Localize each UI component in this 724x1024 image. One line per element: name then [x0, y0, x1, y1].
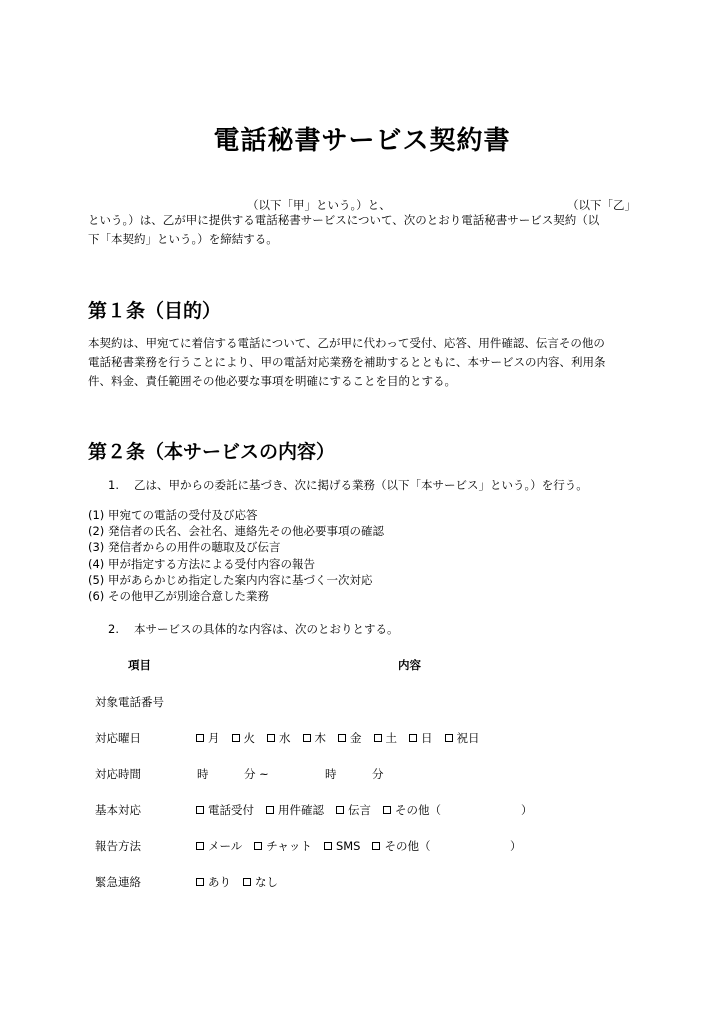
list-item: (2) 発信者の氏名、会社名、連絡先その他必要事項の確認 [88, 524, 384, 539]
checkbox-option[interactable] [338, 730, 362, 746]
article-1-line: 本契約は、甲宛てに着信する電話について、乙が甲に代わって受付、応答、用件確認、伝言その他の [88, 336, 605, 350]
item-number: 1. [108, 478, 119, 492]
row-label-report: 報告方法 [95, 839, 141, 853]
checkbox-option[interactable] [267, 730, 291, 746]
checkbox-box[interactable] [254, 842, 262, 850]
row-label-basic: 基本対応 [95, 803, 141, 817]
checkbox-label: なし [255, 875, 278, 889]
checkbox-label: チャット [266, 839, 312, 853]
item-text: 本サービスの具体的な内容は、次のとおりとする。 [134, 622, 399, 636]
checkbox-label: 電話受付 [208, 803, 254, 817]
item-text: 乙は、甲からの委託に基づき、次に掲げる業務（以下「本サービス」という。）を行う。 [134, 478, 588, 492]
checkbox-option[interactable] [196, 874, 231, 890]
hours-start-minute: 分 ~ [244, 767, 269, 781]
document-title: 電話秘書サービス契約書 [213, 126, 511, 156]
intro-line: という。）は、乙が甲に提供する電話秘書サービスについて、次のとおり電話秘書サービス契約（以 [88, 213, 600, 227]
table-header-item: 項目 [128, 658, 151, 672]
article-2-item-2 [108, 621, 399, 637]
checkbox-box[interactable] [267, 734, 275, 742]
checkbox-option[interactable] [445, 730, 480, 746]
checkbox-label: 土 [385, 731, 397, 745]
checkbox-label: 水 [279, 731, 291, 745]
report-options [196, 838, 442, 854]
checkbox-box[interactable] [243, 878, 251, 886]
checkbox-box[interactable] [232, 734, 240, 742]
checkbox-option[interactable] [409, 730, 433, 746]
article-1-heading: 第１条（目的） [88, 300, 222, 322]
checkbox-label: 火 [243, 731, 255, 745]
checkbox-box[interactable] [196, 806, 204, 814]
checkbox-box[interactable] [409, 734, 417, 742]
checkbox-option-other[interactable] [372, 838, 430, 854]
checkbox-option-other[interactable] [383, 802, 441, 818]
checkbox-option[interactable] [196, 802, 254, 818]
checkbox-box[interactable] [336, 806, 344, 814]
list-item: (5) 甲があらかじめ指定した案内内容に基づく一次対応 [88, 572, 373, 587]
row-label-emergency: 緊急連絡 [95, 875, 141, 889]
intro-paragraph [88, 211, 648, 249]
article-2-heading: 第２条（本サービスの内容） [88, 441, 336, 463]
checkbox-option[interactable] [196, 838, 242, 854]
checkbox-option[interactable] [324, 839, 361, 853]
checkbox-option[interactable] [196, 730, 220, 746]
checkbox-box[interactable] [196, 734, 204, 742]
checkbox-label: メール [208, 839, 243, 853]
row-label-days: 対応曜日 [95, 731, 141, 745]
checkbox-label: 伝言 [348, 803, 371, 817]
checkbox-box[interactable] [303, 734, 311, 742]
article-1-line: 件、料金、責任範囲その他必要な事項を明確にすることを目的とする。 [88, 374, 456, 388]
service-list [88, 507, 384, 604]
basic-options [196, 802, 453, 818]
report-other-close: ） [510, 839, 522, 853]
intro-party-a-label: （以下「甲」という。）と、 [247, 198, 391, 212]
article-1-paragraph [88, 334, 648, 391]
days-options [196, 730, 492, 746]
intro-line: 下「本契約」という。）を締結する。 [88, 232, 278, 246]
checkbox-box[interactable] [338, 734, 346, 742]
checkbox-box[interactable] [324, 842, 332, 850]
list-item: (1) 甲宛ての電話の受付及び応答 [88, 508, 258, 522]
intro-party-b-label: （以下「乙」 [567, 198, 636, 212]
list-item: (3) 発信者からの用件の聴取及び伝言 [88, 540, 281, 555]
checkbox-label: 用件確認 [278, 803, 324, 817]
row-label-phone: 対象電話番号 [95, 695, 164, 709]
checkbox-box[interactable] [445, 734, 453, 742]
checkbox-label: 月 [208, 731, 220, 745]
checkbox-label: その他（ [395, 803, 441, 817]
checkbox-label: SMS [335, 839, 361, 853]
checkbox-label: あり [208, 875, 231, 889]
checkbox-box[interactable] [266, 806, 274, 814]
list-item: (4) 甲が指定する方法による受付内容の報告 [88, 556, 315, 571]
basic-other-close: ） [521, 803, 533, 817]
table-header-content: 内容 [398, 658, 421, 672]
article-1-line: 電話秘書業務を行うことにより、甲の電話対応業務を補助するとともに、本サービスの内容、利用条 [88, 355, 606, 369]
checkbox-box[interactable] [196, 878, 204, 886]
checkbox-label: 日 [421, 731, 433, 745]
checkbox-box[interactable] [374, 734, 382, 742]
checkbox-label: 祝日 [456, 731, 480, 745]
checkbox-option[interactable] [374, 730, 398, 746]
hours-start-hour: 時 [197, 767, 209, 781]
checkbox-option[interactable] [243, 874, 278, 890]
checkbox-label: 木 [314, 731, 326, 745]
list-item: (6) その他甲乙が別途合意した業務 [88, 589, 269, 604]
article-2-item-1 [108, 477, 588, 493]
checkbox-option[interactable] [232, 730, 256, 746]
row-label-hours: 対応時間 [95, 767, 141, 781]
checkbox-label: 金 [350, 731, 362, 745]
checkbox-option[interactable] [303, 730, 327, 746]
checkbox-box[interactable] [383, 806, 391, 814]
checkbox-option[interactable] [336, 802, 371, 818]
emergency-options [196, 874, 290, 890]
hours-end-hour: 時 [325, 767, 337, 781]
checkbox-option[interactable] [254, 838, 312, 854]
hours-end-minute: 分 [372, 767, 384, 781]
checkbox-option[interactable] [266, 802, 324, 818]
item-number: 2. [108, 622, 119, 636]
checkbox-label: その他（ [384, 839, 431, 853]
checkbox-box[interactable] [196, 842, 204, 850]
checkbox-box[interactable] [372, 842, 380, 850]
